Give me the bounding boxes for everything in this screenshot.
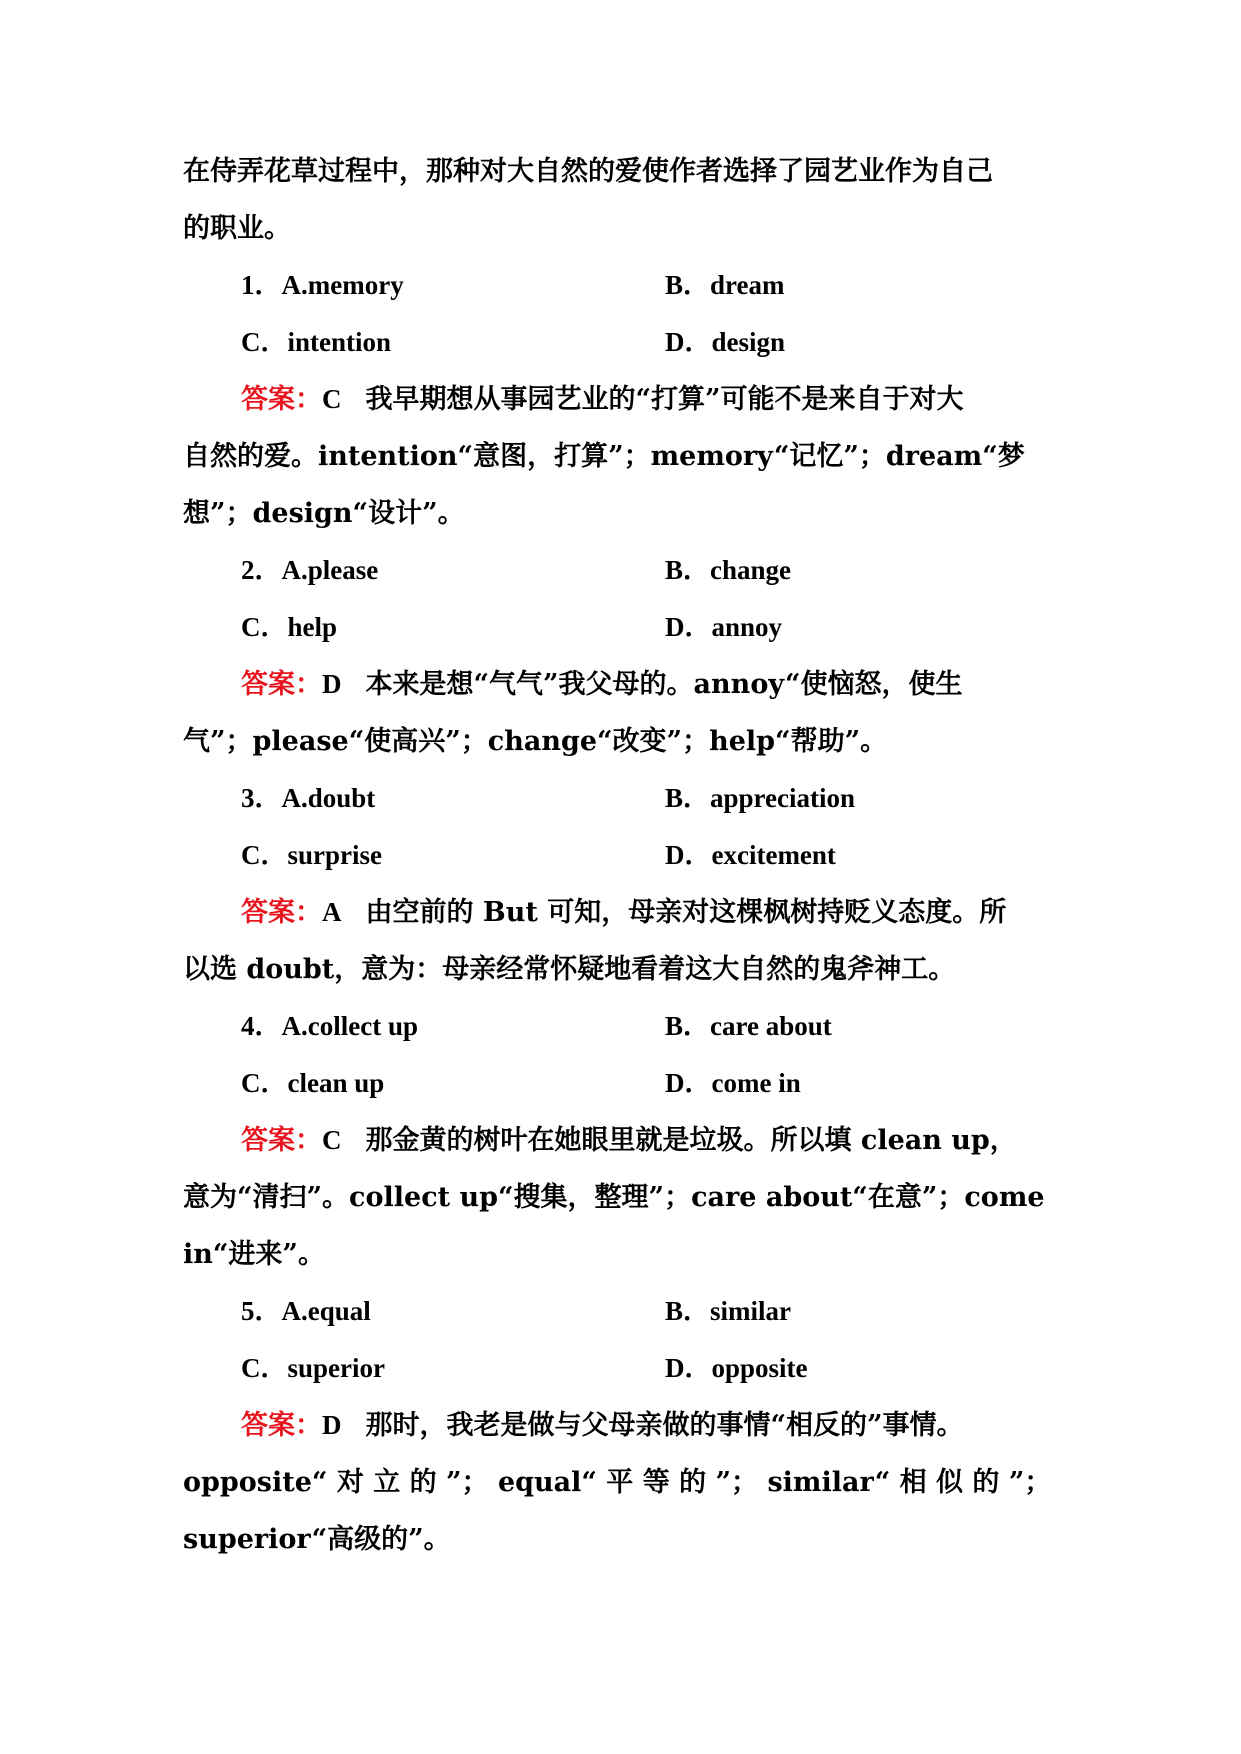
options-row-ab [183, 998, 1063, 1055]
option-a: 4．A.collect up [241, 1011, 418, 1041]
option-c: C．clean up [241, 1068, 385, 1098]
intro-line-2: 的职业。 [183, 213, 291, 244]
options-row-cd [183, 827, 1063, 884]
document-page [183, 143, 1063, 1568]
answer-label: 答案： [241, 1410, 322, 1441]
answer-label: 答案： [241, 669, 322, 700]
option-a: 2．A.please [241, 555, 379, 585]
explanation-text: 我早期想从事园艺业的“打算”可能不是来自于对大 [365, 384, 964, 415]
options-row-cd [183, 314, 1063, 371]
option-b: B．change [665, 555, 792, 585]
option-d: D．annoy [665, 612, 783, 642]
explanation-text: 本来是想“气气”我父母的。annoy“使恼怒，使生 [365, 669, 963, 700]
option-b: B．similar [665, 1296, 791, 1326]
option-c: C．surprise [241, 840, 382, 870]
options-row-ab [183, 542, 1063, 599]
options-row-cd [183, 1340, 1063, 1397]
option-b: B．appreciation [665, 783, 856, 813]
option-d: D．come in [665, 1068, 801, 1098]
question-2 [183, 542, 1063, 770]
explanation-line: in“进来”。 [183, 1239, 325, 1270]
explanation-line: 气”；please“使高兴”；change“改变”；help“帮助”。 [183, 726, 888, 757]
explanation-line: 意为“清扫”。collect up“搜集，整理”；care about“在意”；come [183, 1182, 1045, 1213]
answer-letter: D [322, 1410, 342, 1440]
answer-label: 答案： [241, 384, 322, 415]
answer-label: 答案： [241, 897, 322, 928]
answer-line [183, 884, 1063, 941]
options-row-ab [183, 1283, 1063, 1340]
answer-line [183, 1397, 1063, 1454]
explanation-line: superior“高级的”。 [183, 1524, 451, 1555]
answer-label: 答案： [241, 1125, 322, 1156]
answer-line [183, 656, 1063, 713]
option-c: C．intention [241, 327, 392, 357]
question-4 [183, 998, 1063, 1283]
explanation-text: 那时，我老是做与父母亲做的事情“相反的”事情。 [365, 1410, 964, 1441]
option-d: D．excitement [665, 840, 836, 870]
answer-letter: C [322, 384, 342, 414]
options-row-ab [183, 257, 1063, 314]
answer-letter: A [322, 897, 342, 927]
answer-letter: D [322, 669, 342, 699]
option-d: D．opposite [665, 1353, 808, 1383]
answer-letter: C [322, 1125, 342, 1155]
options-row-cd [183, 1055, 1063, 1112]
option-b: B．care about [665, 1011, 832, 1041]
question-3 [183, 770, 1063, 998]
intro-line-1: 在侍弄花草过程中，那种对大自然的爱使作者选择了园艺业作为自己 [183, 156, 993, 187]
question-1 [183, 257, 1063, 542]
option-a: 3．A.doubt [241, 783, 376, 813]
question-5 [183, 1283, 1063, 1568]
option-b: B．dream [665, 270, 785, 300]
option-c: C．superior [241, 1353, 385, 1383]
option-a: 1．A.memory [241, 270, 404, 300]
option-c: C．help [241, 612, 338, 642]
options-row-cd [183, 599, 1063, 656]
option-a: 5．A.equal [241, 1296, 371, 1326]
explanation-text: 由空前的 But 可知，母亲对这棵枫树持贬义态度。所 [365, 897, 1007, 928]
answer-line [183, 1112, 1063, 1169]
explanation-line: 想”；design“设计”。 [183, 498, 465, 529]
answer-line [183, 371, 1063, 428]
explanation-line: opposite“ 对 立 的 ”； equal“ 平 等 的 ”； similar“ 相 似 的 ”； [183, 1467, 1052, 1498]
explanation-line: 自然的爱。intention“意图，打算”；memory“记忆”；dream“梦 [183, 441, 1025, 472]
explanation-line: 以选 doubt，意为：母亲经常怀疑地看着这大自然的鬼斧神工。 [183, 954, 956, 985]
explanation-text: 那金黄的树叶在她眼里就是垃圾。所以填 clean up， [365, 1125, 1017, 1156]
option-d: D．design [665, 327, 786, 357]
options-row-ab [183, 770, 1063, 827]
